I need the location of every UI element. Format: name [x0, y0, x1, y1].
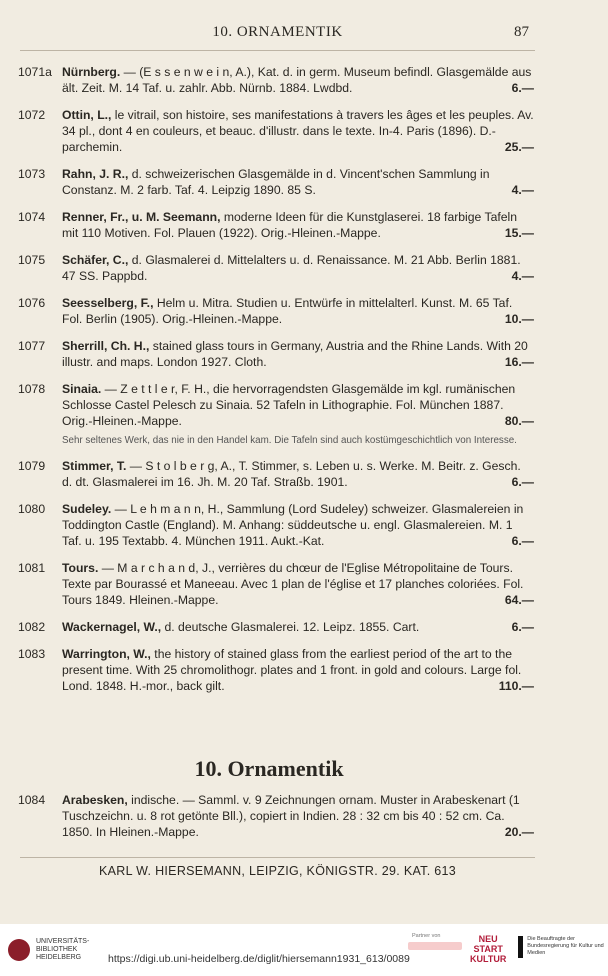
entry-number: 1078	[18, 382, 46, 396]
entry-number: 1084	[18, 793, 46, 807]
entry-text: indische. — Samml. v. 9 Zeichnungen ornam. Muster in Arabeskenart (1 Tuschzeichn. u. 8 rot getönte Bll.), copiert in Indien. 28 : 32 cm bis 40 : 52 cm. Ca. 1850. In Hleinen.-Mappe.	[62, 793, 520, 839]
entry-price: 6.—	[511, 534, 534, 548]
entry-author: Ottin, L.,	[62, 108, 112, 122]
entry-author: Sudeley.	[62, 502, 112, 516]
entry-author: Arabesken,	[62, 793, 128, 807]
catalog-entry	[18, 209, 534, 241]
entry-text: — S t o l b e r g, A., T. Stimmer, s. Leben u. s. Werke. M. Beitr. z. Gesch. d. dt. Glasmalerei im 16. Jh. M. 20 Taf. Straßb. 1901.	[62, 459, 521, 489]
header-title: 10. ORNAMENTIK	[212, 24, 343, 40]
university-library-logo[interactable]: UNIVERSITÄTS- BIBLIOTHEK HEIDELBERG	[8, 938, 89, 962]
entry-author: Sinaia.	[62, 382, 102, 396]
running-header	[20, 14, 535, 51]
seal-icon	[8, 939, 30, 961]
entry-number: 1074	[18, 210, 46, 224]
entry-price: 6.—	[511, 620, 534, 634]
entry-author: Wackernagel, W.,	[62, 620, 162, 634]
bkm-logo[interactable]: Die Beauftragte der Bundesregierung für Kultur und Medien	[518, 936, 604, 958]
entry-number: 1077	[18, 339, 46, 353]
entry-author: Seesselberg, F.,	[62, 296, 154, 310]
entry-price: 64.—	[504, 593, 534, 607]
entry-text: — Z e t t l e r, F. H., die hervorragendsten Glasgemälde im kgl. rumänischen Schlosse Castel Pelesch zu Sinaia. 52 Tafeln in Lithographie. Fol. München 1887. Orig.-Hleinen.-Mappe.	[62, 382, 516, 428]
catalog-entry	[18, 619, 534, 635]
entry-text: d. schweizerischen Glasgemälde in d. Vincent'schen Sammlung in Constanz. M. 2 farb. Taf. 4. Leipzig 1890. 85 S.	[62, 167, 490, 197]
entry-number: 1075	[18, 253, 46, 267]
entry-number: 1073	[18, 167, 46, 181]
entry-text: stained glass tours in Germany, Austria and the Rhine Lands. With 20 illustr. and maps. London 1927. Cloth.	[62, 339, 528, 369]
catalog-entry	[18, 646, 534, 694]
catalog-entry	[18, 381, 534, 447]
entry-number: 1072	[18, 108, 46, 122]
entry-price: 20.—	[504, 825, 534, 839]
entry-author: Sherrill, Ch. H.,	[62, 339, 150, 353]
entry-number: 1076	[18, 296, 46, 310]
entry-author: Warrington, W.,	[62, 647, 151, 661]
publisher-footer: KARL W. HIERSEMANN, LEIPZIG, KÖNIGSTR. 29. KAT. 613	[20, 857, 535, 878]
entry-price: 4.—	[511, 183, 534, 197]
entry-text: moderne Ideen für die Kunstglaserei. 18 farbige Tafeln mit 110 Motiven. Fol. Plauen (1922). Orig.-Hleinen.-Mappe.	[62, 210, 518, 240]
catalog-entry	[18, 295, 534, 327]
entry-text: the history of stained glass from the earliest period of the art to the present time. With 25 chromolithogr. plates and 1 front. in gold and colours. Large fol. Lond. 1848. H.-mor., back gilt.	[62, 647, 522, 693]
entry-price: 25.—	[504, 140, 534, 154]
viewer-footer-bar	[0, 924, 608, 976]
permalink-url[interactable]: https://digi.ub.uni-heidelberg.de/diglit/hiersemann1931_613/0089	[108, 953, 410, 965]
entry-author: Renner, Fr., u. M. Seemann,	[62, 210, 221, 224]
entry-note: Sehr seltenes Werk, das nie in den Handel kam. Die Tafeln sind auch kostümgeschichtlich von Interesse.	[62, 435, 517, 446]
entry-number: 1082	[18, 620, 46, 634]
entry-author: Rahn, J. R.,	[62, 167, 129, 181]
catalog-entry	[18, 792, 534, 840]
entry-number: 1071a	[18, 65, 52, 79]
catalog-entry	[18, 64, 534, 96]
entry-price: 10.—	[504, 312, 534, 326]
catalog-entry	[18, 501, 534, 549]
section-title: 10. Ornamentik	[194, 756, 344, 781]
catalog-entry	[18, 107, 534, 155]
entry-number: 1079	[18, 459, 46, 473]
entry-price: 110.—	[498, 679, 534, 693]
entry-price: 6.—	[511, 475, 534, 489]
page-number: 87	[514, 24, 529, 40]
entry-author: Stimmer, T.	[62, 459, 127, 473]
entry-text: d. Glasmalerei d. Mittelalters u. d. Renaissance. M. 21 Abb. Berlin 1881. 47 SS. Pappbd.	[62, 253, 521, 283]
entry-number: 1081	[18, 561, 46, 575]
entry-text: d. deutsche Glasmalerei. 12. Leipz. 1855. Cart.	[161, 620, 420, 634]
catalog-entry	[18, 166, 534, 198]
entry-price: 16.—	[504, 355, 534, 369]
partner-logo-icon	[408, 942, 462, 950]
section-entries	[18, 792, 534, 851]
catalog-entries	[18, 64, 534, 705]
entry-text: Helm u. Mitra. Studien u. Entwürfe in mittelalterl. Kunst. M. 65 Taf. Fol. Berlin (1905). Orig.-Hleinen.-Mappe.	[62, 296, 513, 326]
entry-text: — M a r c h a n d, J., verrières du chœur de l'Eglise Métropolitaine de Tours. Texte par Bourassé et Maneeau. Avec 1 plan de l'église et 17 planches coloriées. Fol. Tours 1849. Hleinen.-Mappe.	[62, 561, 524, 607]
entry-number: 1083	[18, 647, 46, 661]
entry-text: — (E s s e n w e i n, A.), Kat. d. in germ. Museum befindl. Glasgemälde aus ält. Zeit. M. 14 Taf. u. zahlr. Abb. Nürnb. 1884. Lwdbd.	[62, 65, 532, 95]
entry-author: Nürnberg.	[62, 65, 121, 79]
entry-price: 80.—	[504, 414, 534, 428]
entry-price: 4.—	[511, 269, 534, 283]
neustart-kultur-logo[interactable]: NEU START KULTUR	[470, 934, 507, 964]
partner-label: Partner von	[412, 933, 441, 939]
entry-price: 15.—	[504, 226, 534, 240]
catalog-entry	[18, 458, 534, 490]
entry-author: Tours.	[62, 561, 99, 575]
entry-number: 1080	[18, 502, 46, 516]
entry-text: le vitrail, son histoire, ses manifestations à travers les âges et les peuples. Av. 34 pl., dont 4 en couleurs, et beauc. d'illustr. dans le texte. In-4. Paris (1896). D.-parchemin.	[62, 108, 534, 154]
catalog-entry	[18, 252, 534, 284]
catalog-entry	[18, 338, 534, 370]
entry-price: 6.—	[511, 81, 534, 95]
entry-text: — L e h m a n n, H., Sammlung (Lord Sudeley) schweizer. Glasmalereien in Toddington Castle (England). M. Anhang: süddeutsche u. engl. Glasmalereien. M. 1 Taf. u. 195 Textabb. 4. München 1911. Aukt.-Kat.	[62, 502, 524, 548]
federal-eagle-icon	[518, 936, 523, 958]
catalog-entry	[18, 560, 534, 608]
entry-author: Schäfer, C.,	[62, 253, 129, 267]
